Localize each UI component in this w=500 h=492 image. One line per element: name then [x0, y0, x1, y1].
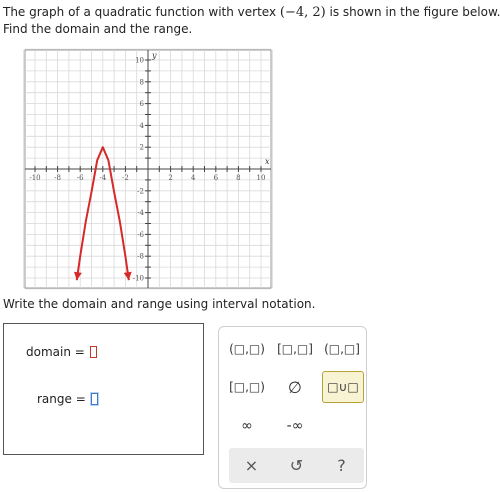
question-line-1	[3, 4, 500, 21]
x-tick-label: -8	[54, 174, 62, 182]
x-tick-label: 10	[256, 174, 266, 182]
answer-box	[3, 323, 204, 455]
y-tick-label: 6	[139, 100, 144, 109]
help-button[interactable]: ?	[337, 456, 346, 475]
domain-row	[26, 345, 97, 359]
question-text	[3, 4, 500, 37]
domain-label: domain =	[26, 345, 85, 359]
x-tick-label: -2	[121, 174, 129, 182]
y-tick-label: 10	[135, 56, 144, 65]
y-tick-label: -10	[132, 274, 144, 283]
x-tick-label: 4	[190, 174, 196, 182]
parabola-graph	[29, 47, 283, 291]
vertex-value: (−4, 2)	[279, 5, 326, 20]
y-axis-label: y	[152, 51, 157, 60]
math-palette	[218, 326, 367, 489]
closed-open-interval-button[interactable]: [□,□)	[229, 380, 265, 394]
y-tick-label: 4	[139, 121, 144, 130]
domain-input[interactable]	[90, 346, 97, 358]
closed-interval-button[interactable]: [□,□]	[277, 342, 313, 356]
question-text-after: is shown in the figure below.	[325, 5, 500, 19]
graph-canvas	[29, 47, 283, 287]
y-tick-label: -8	[137, 252, 144, 261]
question-line-2: Find the domain and the range.	[3, 22, 193, 36]
x-tick-label: 8	[236, 174, 241, 182]
y-tick-label: 8	[139, 78, 144, 87]
x-tick-label: -6	[76, 174, 84, 182]
x-tick-label: -4	[99, 174, 107, 182]
range-label: range =	[37, 392, 86, 406]
x-tick-label: 6	[213, 174, 219, 182]
x-tick-label: -10	[29, 174, 41, 182]
y-tick-label: -4	[137, 209, 144, 218]
range-input[interactable]	[91, 393, 98, 405]
x-tick-label: 2	[168, 174, 173, 182]
y-tick-label: -2	[137, 187, 144, 196]
question-text-before: The graph of a quadratic function with vertex	[3, 5, 280, 19]
undo-button[interactable]: ↺	[289, 456, 304, 475]
x-axis-label: x	[265, 157, 270, 166]
union-button[interactable]: □∪□	[322, 371, 364, 403]
range-row	[37, 392, 98, 406]
action-bar	[229, 448, 364, 483]
negative-infinity-button[interactable]: -∞	[286, 418, 304, 434]
clear-button[interactable]: ×	[244, 456, 259, 475]
open-closed-interval-button[interactable]: (□,□]	[324, 342, 360, 356]
y-tick-label: 2	[139, 143, 144, 152]
infinity-button[interactable]: ∞	[241, 418, 253, 434]
y-tick-label: -6	[137, 230, 144, 239]
empty-set-button[interactable]: ∅	[288, 377, 302, 397]
instruction-text: Write the domain and range using interval notation.	[3, 297, 316, 311]
open-interval-button[interactable]: (□,□)	[229, 342, 265, 356]
